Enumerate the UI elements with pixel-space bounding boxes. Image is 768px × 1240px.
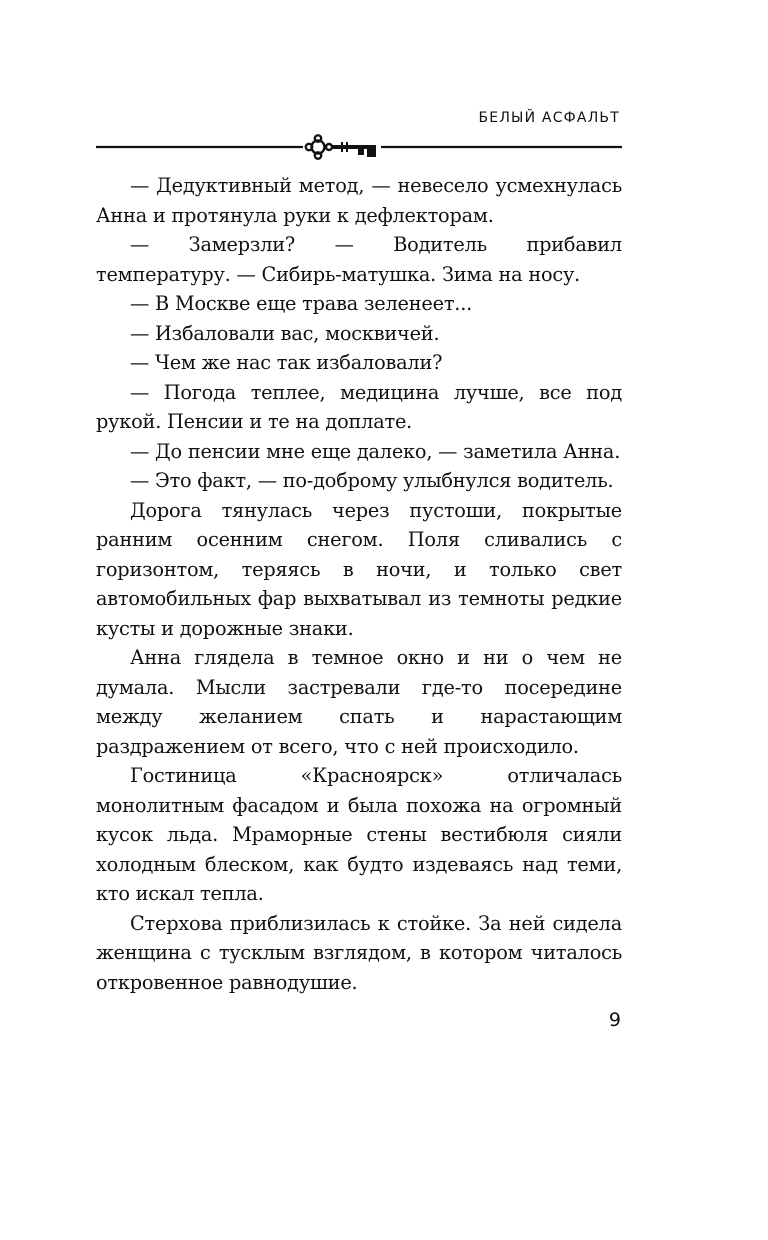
paragraph: — Замерзли? — Водитель прибавил температуру. — Сибирь-матушка. Зима на носу. bbox=[96, 233, 622, 286]
body-text bbox=[96, 171, 622, 997]
paragraph: Гостиница «Красноярск» отличалась монолитным фасадом и была похожа на огромный кусок льда. Мраморные стены вестибюля сияли холодным блеском, как будто издеваясь над теми, кто искал тепла. bbox=[96, 764, 622, 905]
paragraph: Дорога тянулась через пустоши, покрытые ранним осенним снегом. Поля сливались с горизонтом, теряясь в ночи, и только свет автомобильных фар выхватывал из темноты редкие кусты и дорожные знаки. bbox=[96, 498, 622, 640]
running-title: БЕЛЫЙ АСФАЛЬТ bbox=[478, 110, 620, 126]
paragraph: — Это факт, — по-доброму улыбнулся водитель. bbox=[130, 469, 614, 492]
key-icon bbox=[96, 131, 622, 163]
paragraph: Стерхова приблизилась к стойке. За ней сидела женщина с тусклым взглядом, в котором читалось откровенное равнодушие. bbox=[96, 911, 622, 994]
paragraph: — Погода теплее, медицина лучше, все под рукой. Пенсии и те на доплате. bbox=[96, 380, 622, 433]
paragraph: Анна глядела в темное окно и ни о чем не думала. Мысли застревали где-то посередине между желанием спать и нарастающим раздражением от всего, что с ней происходило. bbox=[96, 646, 622, 758]
paragraph: — Дедуктивный метод, — невесело усмехнулась Анна и протянула руки к дефлекторам. bbox=[96, 174, 622, 227]
paragraph: — В Москве еще трава зеленеет... bbox=[130, 292, 473, 315]
paragraph: — Чем же нас так избаловали? bbox=[130, 351, 443, 374]
page-number: 9 bbox=[608, 1009, 621, 1031]
key-ornament bbox=[303, 134, 381, 160]
paragraph: — До пенсии мне еще далеко, — заметила Анна. bbox=[130, 439, 621, 463]
paragraph: — Избаловали вас, москвичей. bbox=[130, 321, 440, 345]
